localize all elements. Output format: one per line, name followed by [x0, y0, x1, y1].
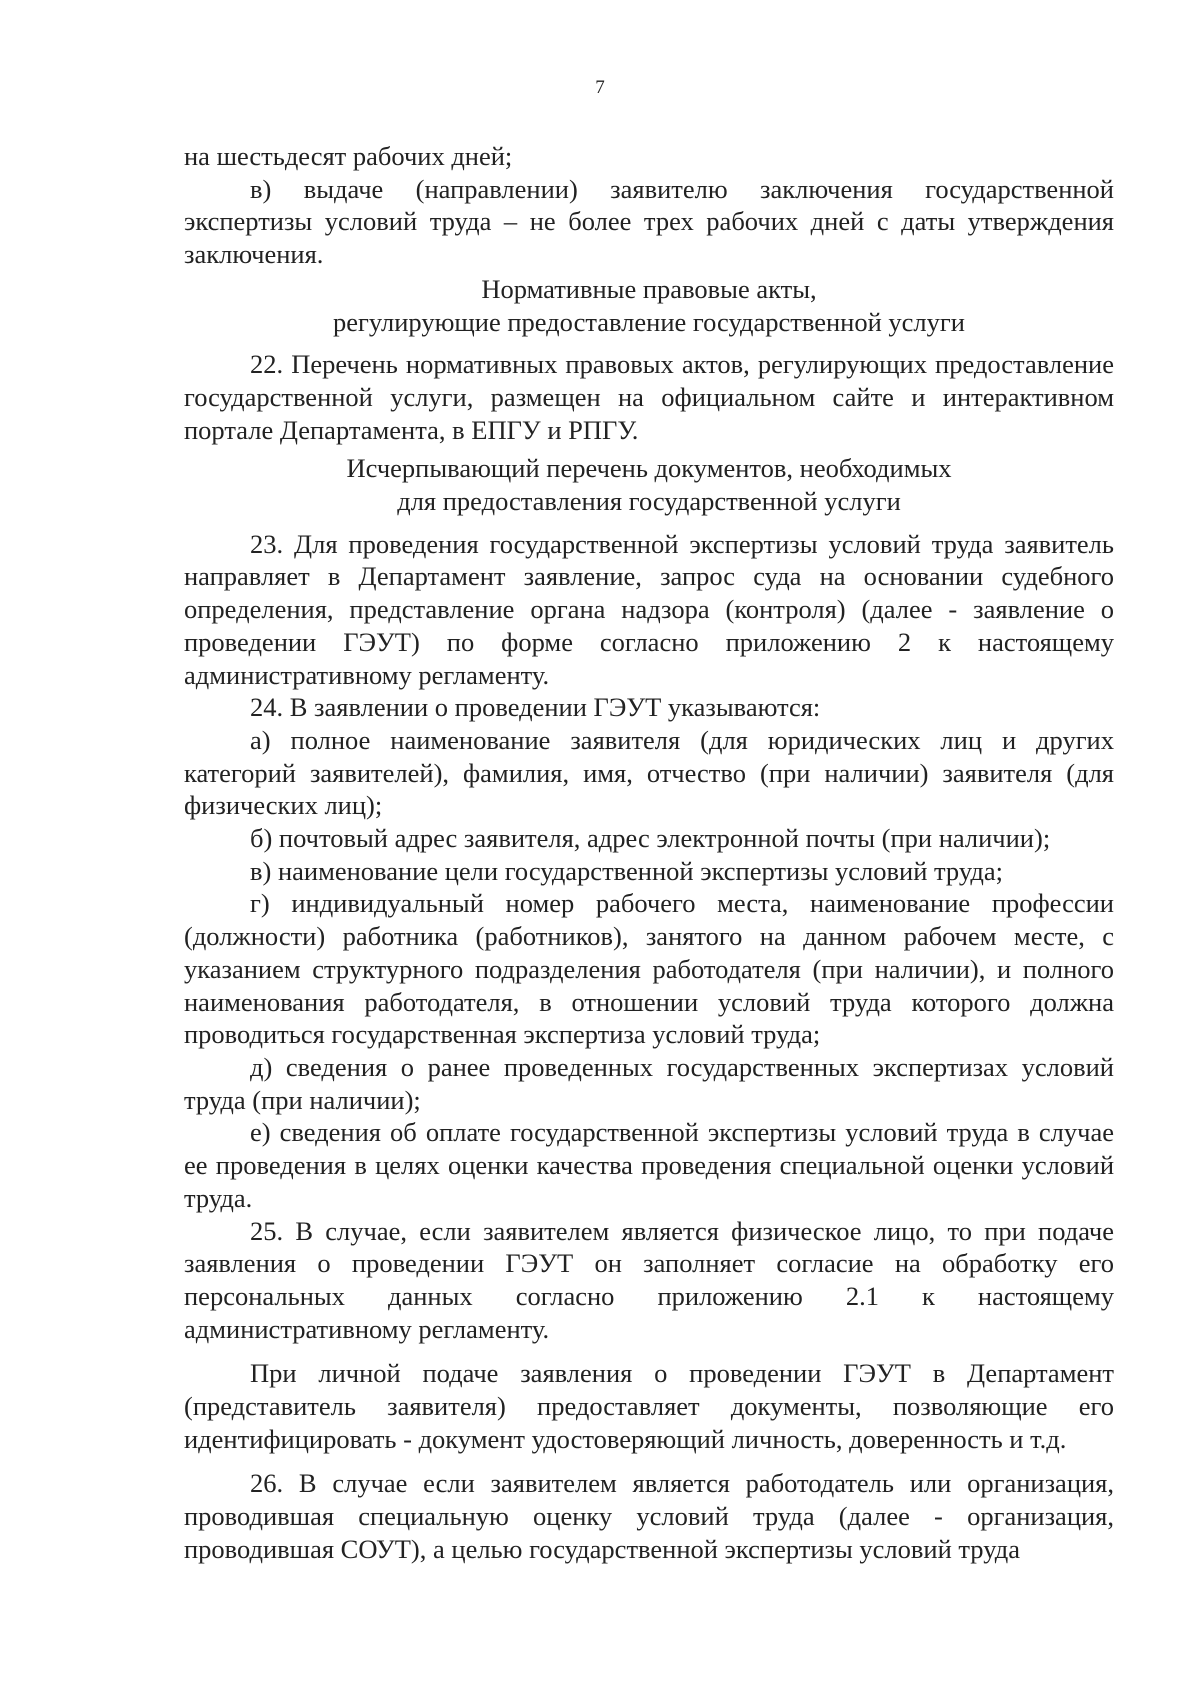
paragraph-23: 23. Для проведения государственной экспертизы условий труда заявитель направляет в Департамент заявление, запрос суда на основании судебного определения, представление органа надзора (контроля) (далее - заявление о проведении ГЭУТ) по форме согласно приложению 2 к настоящему административному регламенту.	[184, 528, 1114, 690]
paragraph-item-v: в) наименование цели государственной экспертизы условий труда;	[250, 855, 1004, 886]
paragraph-item-v-issuance: в) выдаче (направлении) заявителю заключения государственной экспертизы условий труда – не более трех рабочих дней с даты утверждения заключения.	[184, 173, 1114, 270]
paragraph-item-d: д) сведения о ранее проведенных государственных экспертизах условий труда (при наличии);	[184, 1051, 1114, 1115]
section-heading-documents	[184, 452, 1114, 517]
paragraph-personal-submission: При личной подаче заявления о проведении ГЭУТ в Департамент (представитель заявителя) предоставляет документы, позволяющие его идентифицировать - документ удостоверяющий личность, доверенность и т.д.	[184, 1358, 1114, 1454]
document-body	[184, 140, 1114, 1566]
paragraph-item-a: а) полное наименование заявителя (для юридических лиц и других категорий заявителей), фамилия, имя, отчество (при наличии) заявителя (для физических лиц);	[184, 724, 1114, 821]
paragraph-24: 24. В заявлении о проведении ГЭУТ указываются:	[250, 692, 821, 723]
paragraph-item-e: е) сведения об оплате государственной экспертизы условий труда в случае ее проведения в целях оценки качества проведения специальной оценки условий труда.	[184, 1117, 1114, 1213]
section-heading-line: регулирующие предоставление государственной услуги	[333, 306, 965, 337]
section-heading-line: для предоставления государственной услуги	[397, 486, 901, 517]
section-heading-regulations	[184, 273, 1114, 338]
paragraph-22: 22. Перечень нормативных правовых актов, регулирующих предоставление государственной услуги, размещен на официальном сайте и интерактивном портале Департамента, в ЕПГУ и РПГУ.	[184, 349, 1114, 445]
paragraph-item-g: г) индивидуальный номер рабочего места, наименование профессии (должности) работника (работников), занятого на данном рабочем месте, с указанием структурного подразделения работодателя (при наличии), и полного наименования работодателя, в отношении условий труда которого должна проводиться государственная экспертиза условий труда;	[184, 888, 1114, 1050]
section-heading-line: Исчерпывающий перечень документов, необходимых	[346, 453, 952, 484]
paragraph-26: 26. В случае если заявителем является работодатель или организация, проводившая специальную оценку условий труда (далее - организация, проводившая СОУТ), а целью государственной экспертизы условий труда	[184, 1468, 1114, 1564]
paragraph-25: 25. В случае, если заявителем является физическое лицо, то при подаче заявления о проведении ГЭУТ он заполняет согласие на обработку его персональных данных согласно приложению 2.1 к настоящему административному регламенту.	[184, 1215, 1114, 1344]
paragraph-item-b: б) почтовый адрес заявителя, адрес электронной почты (при наличии);	[250, 823, 1051, 854]
paragraph-continuation: на шестьдесят рабочих дней;	[184, 141, 513, 171]
section-heading-line: Нормативные правовые акты,	[481, 273, 817, 304]
page-number: 7	[595, 77, 605, 98]
